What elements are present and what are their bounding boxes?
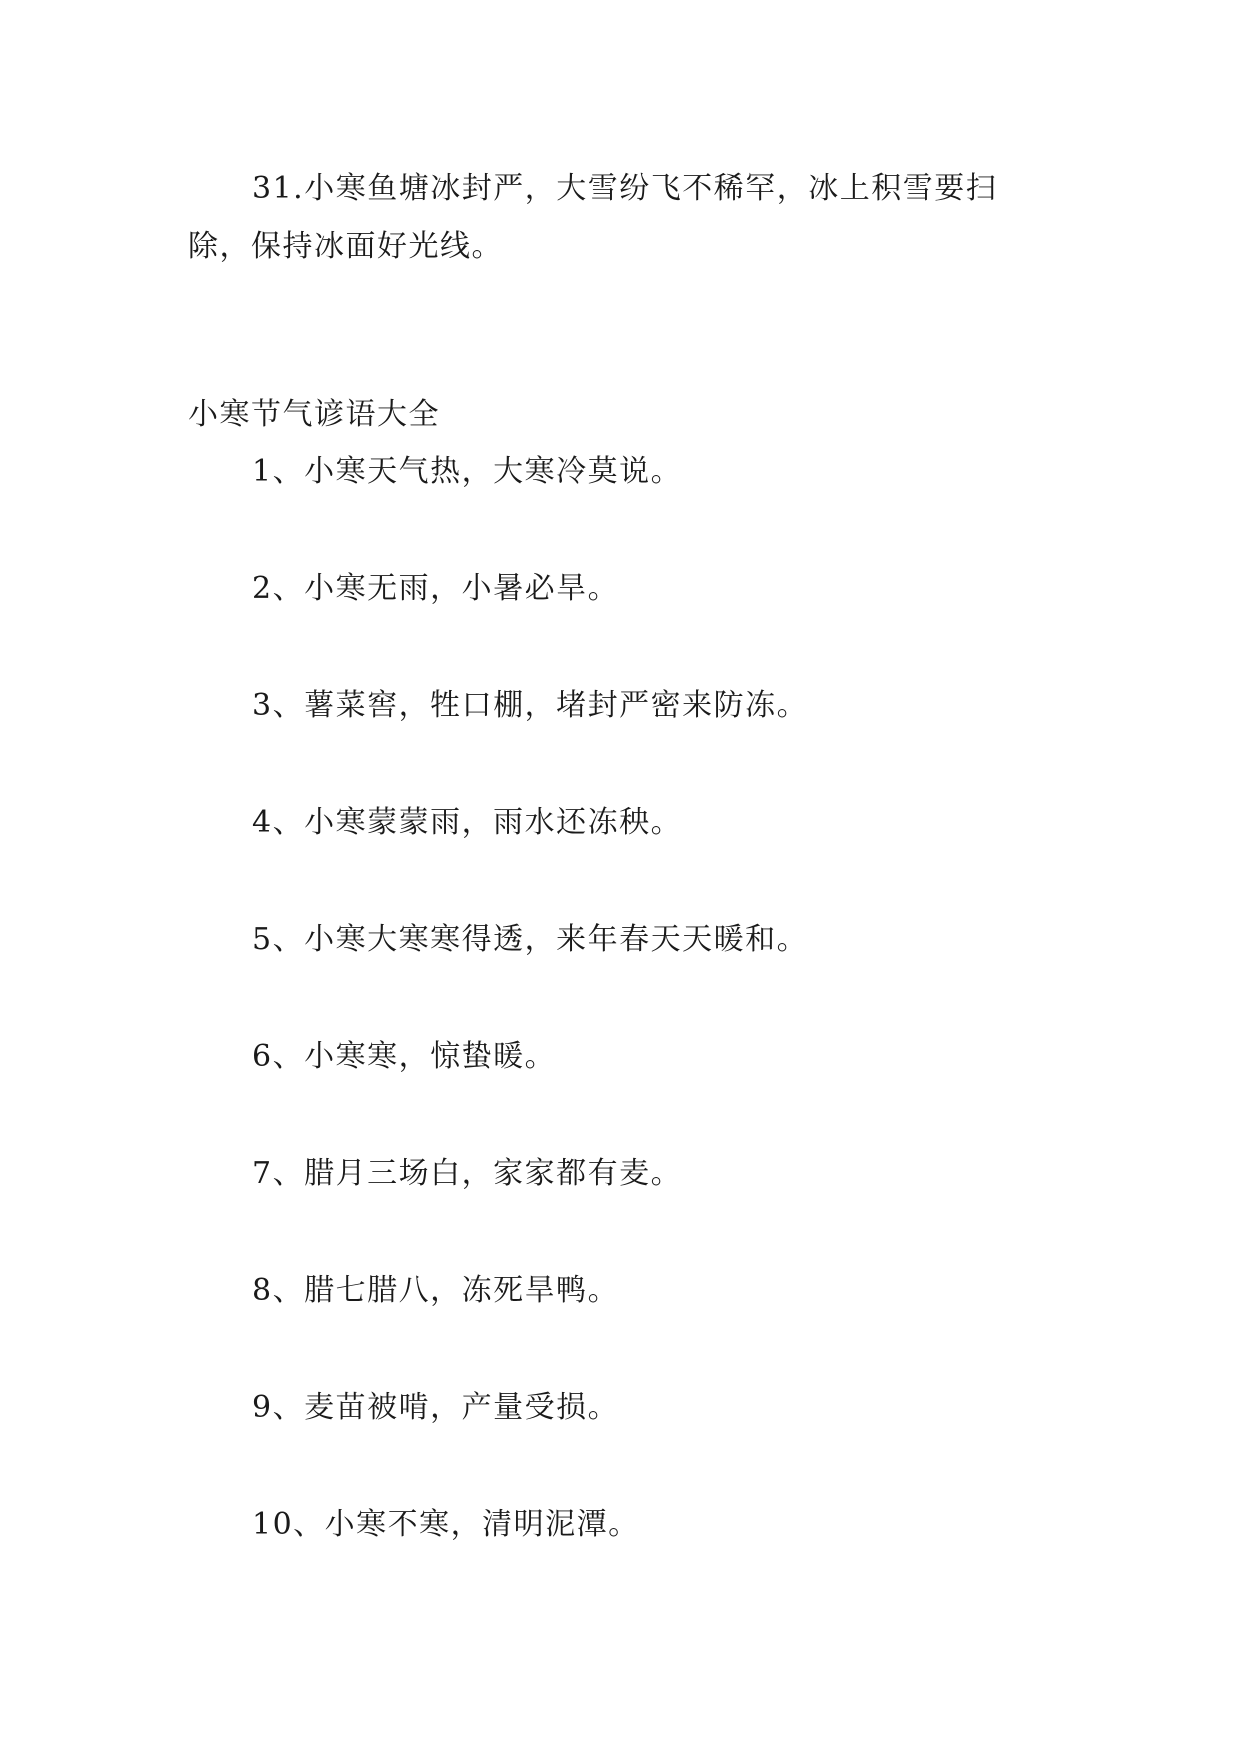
saying-item: 5、小寒大寒寒得透，来年春天天暖和。 bbox=[252, 922, 809, 957]
sayings-list bbox=[252, 452, 808, 1622]
section-title: 小寒节气谚语大全 bbox=[188, 397, 440, 432]
saying-item: 2、小寒无雨，小暑必旱。 bbox=[252, 571, 620, 606]
saying-item: 10、小寒不寒，清明泥潭。 bbox=[252, 1507, 640, 1542]
saying-item: 9、麦苗被啃，产量受损。 bbox=[252, 1390, 620, 1425]
saying-item: 8、腊七腊八，冻死旱鸭。 bbox=[252, 1273, 620, 1308]
saying-item: 4、小寒蒙蒙雨，雨水还冻秧。 bbox=[252, 805, 683, 840]
paragraph-31: 31.小寒鱼塘冰封严，大雪纷飞不稀罕，冰上积雪要扫除，保持冰面好光线。 bbox=[188, 171, 998, 264]
saying-item: 7、腊月三场白，家家都有麦。 bbox=[252, 1156, 683, 1191]
saying-item: 6、小寒寒，惊蛰暖。 bbox=[252, 1039, 557, 1074]
saying-item: 1、小寒天气热，大寒冷莫说。 bbox=[252, 454, 683, 489]
saying-item: 3、薯菜窖，牲口棚，堵封严密来防冻。 bbox=[252, 688, 809, 723]
